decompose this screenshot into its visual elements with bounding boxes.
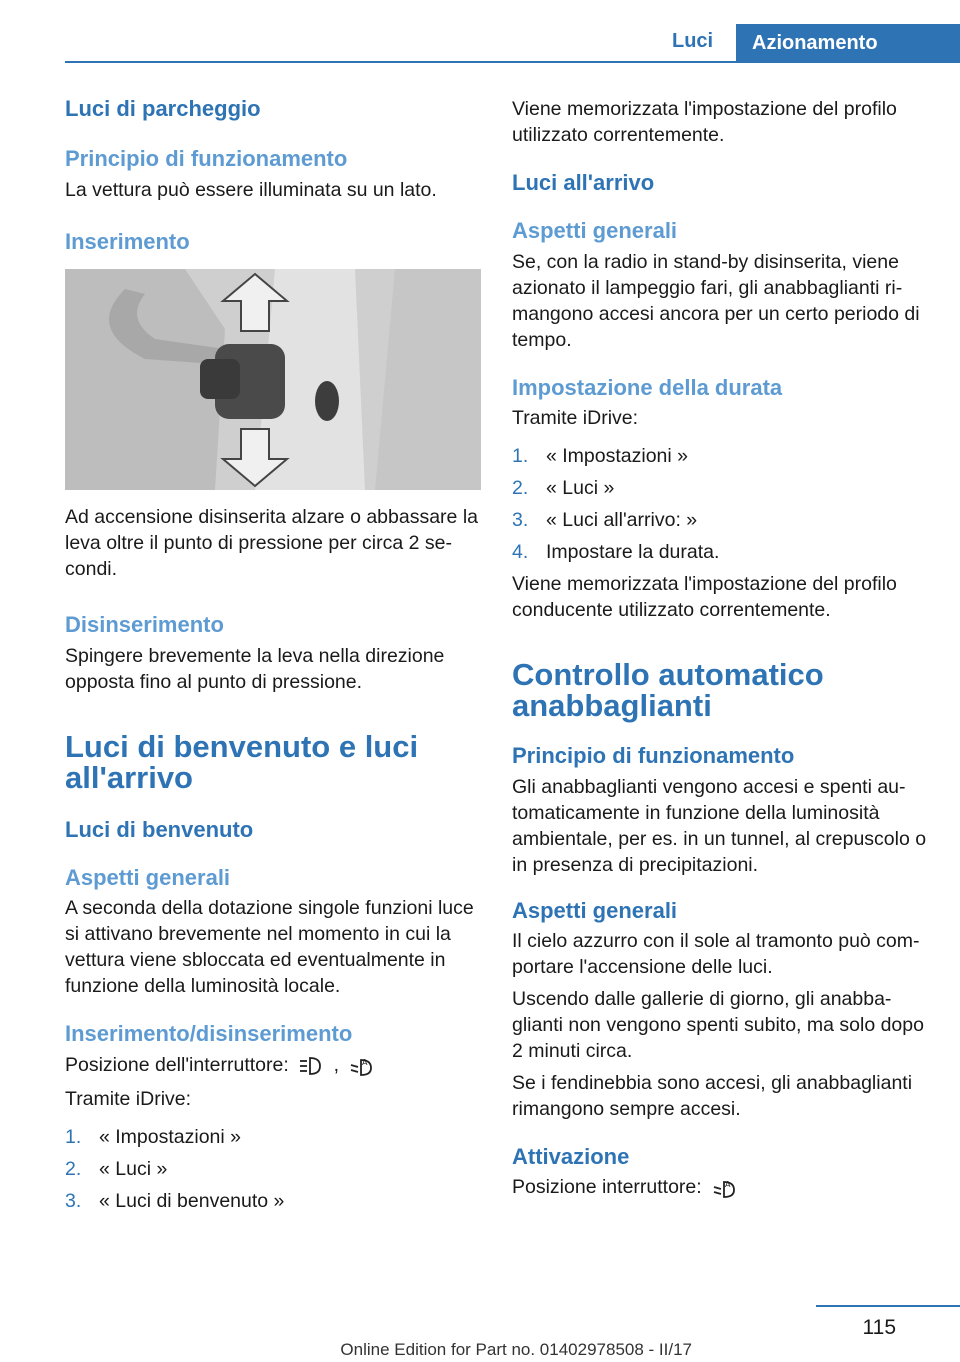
- heading-durata: Impostazione della durata: [512, 374, 783, 400]
- left-column: [65, 96, 483, 1214]
- heading-aspetti-generali-arrivo: Aspetti generali: [512, 218, 678, 244]
- page-header: [0, 24, 960, 62]
- list-item: 1. « Impostazioni »: [65, 1125, 241, 1148]
- list-item: 2. « Luci »: [512, 477, 615, 500]
- posizione-label: Posizione interruttore:: [512, 1176, 702, 1199]
- text-fendinebbia: Se i fendinebbia sono accesi, gli anabbaglianti rimangono sempre accesi.: [512, 1071, 913, 1120]
- heading-principio: Principio di funzionamento: [65, 146, 348, 172]
- right-column: [512, 96, 932, 1200]
- idrive-steps-list: [65, 1124, 483, 1214]
- heading-aspetti-generali: Aspetti generali: [65, 864, 231, 890]
- text-aspetti-generali: A seconda della dotazione singole funzioni luce si attivano brevemente nel momento in cui la vettura viene sbloccata ed eventualmente in funzione della luminosità locale.: [65, 897, 474, 998]
- text-tramite-idrive: Tramite iDrive:: [65, 1087, 192, 1110]
- edition-info: Online Edition for Part no. 01402978508 - II/17: [340, 1340, 692, 1359]
- heading-attivazione: Attivazione: [512, 1143, 630, 1169]
- footer-rule: [816, 1305, 960, 1307]
- heading-disinserimento: Disinserimento: [65, 612, 224, 638]
- heading-parcheggio: Luci di parcheggio: [65, 96, 261, 121]
- text-principio-controllo: Gli anabbaglianti vengono accesi e spenti au‐ tomaticamente in funzione della luminosità ambientale, per es. in un tunnel, al crepuscolo o in presenza di precipitazioni.: [512, 775, 927, 876]
- text-memorizzata-profilo: Viene memorizzata l'impostazione del profilo utilizzato correntemente.: [512, 98, 897, 146]
- text-tramite-idrive-arrivo: Tramite iDrive:: [512, 407, 639, 430]
- heading-controllo-anabbaglianti: Controllo automatico anabbaglianti: [512, 657, 824, 724]
- text-disinserimento: Spingere brevemente la leva nella direzione opposta fino al punto di pressione.: [65, 644, 445, 693]
- list-item: 2. « Luci »: [65, 1157, 168, 1180]
- text-memorizzata-conducente: Viene memorizzata l'impostazione del profilo conducente utilizzato correntemente.: [512, 573, 897, 622]
- header-section: Luci: [672, 30, 714, 52]
- text-principio: La vettura può essere illuminata su un lato.: [65, 178, 437, 201]
- text-posizione-interruttore: [65, 1052, 483, 1078]
- heading-inserimento-disinserimento: Inserimento/disinserimento: [65, 1021, 353, 1047]
- svg-text:A: A: [725, 1180, 731, 1190]
- text-cielo: Il cielo azzurro con il sole al tramonto può com‐ portare l'accensione delle luci.: [512, 929, 920, 978]
- heading-benvenuto-arrivo: Luci di benvenuto e luci all'arrivo: [65, 728, 419, 795]
- page-number: 115: [862, 1316, 896, 1339]
- auto-headlight-icon: [348, 1055, 374, 1077]
- text-aspetti-arrivo: Se, con la radio in stand-by disinserita, viene azionato il lampeggio fari, gli anabbaglianti ri‐ mangono accesi ancora per un certo periodo di tempo.: [512, 250, 920, 351]
- header-tab: Azionamento: [736, 24, 960, 62]
- list-item: 3. « Luci di benvenuto »: [65, 1189, 285, 1212]
- posizione-label: Posizione dell'interruttore:: [65, 1053, 289, 1076]
- list-item: 1. « Impostazioni »: [512, 445, 688, 468]
- heading-aspetti-generali-controllo: Aspetti generali: [512, 897, 678, 923]
- parking-light-icon: [298, 1055, 324, 1077]
- text-uscendo: Uscendo dalle gallerie di giorno, gli anabba‐ glianti non vengono spenti subito, ma solo dopo 2 minuti circa.: [512, 987, 924, 1062]
- svg-text:A: A: [362, 1057, 368, 1067]
- heading-principio-controllo: Principio di funzionamento: [512, 743, 795, 769]
- auto-headlight-icon: [711, 1177, 737, 1199]
- text-inserimento: Ad accensione disinserita alzare o abbassare la leva oltre il punto di pressione per circa 2 se‐ condi.: [65, 506, 478, 581]
- text-posizione-attivazione: [512, 1174, 932, 1200]
- heading-inserimento: Inserimento: [65, 228, 190, 254]
- posizione-separator: ,: [333, 1053, 340, 1076]
- heading-benvenuto: Luci di benvenuto: [65, 816, 254, 842]
- list-item: 4. Impostare la durata.: [512, 541, 720, 564]
- list-item: 3. « Luci all'arrivo: »: [512, 509, 698, 532]
- durata-steps-list: [512, 443, 932, 565]
- heading-luci-arrivo: Luci all'arrivo: [512, 170, 655, 195]
- lever-illustration: [65, 269, 481, 490]
